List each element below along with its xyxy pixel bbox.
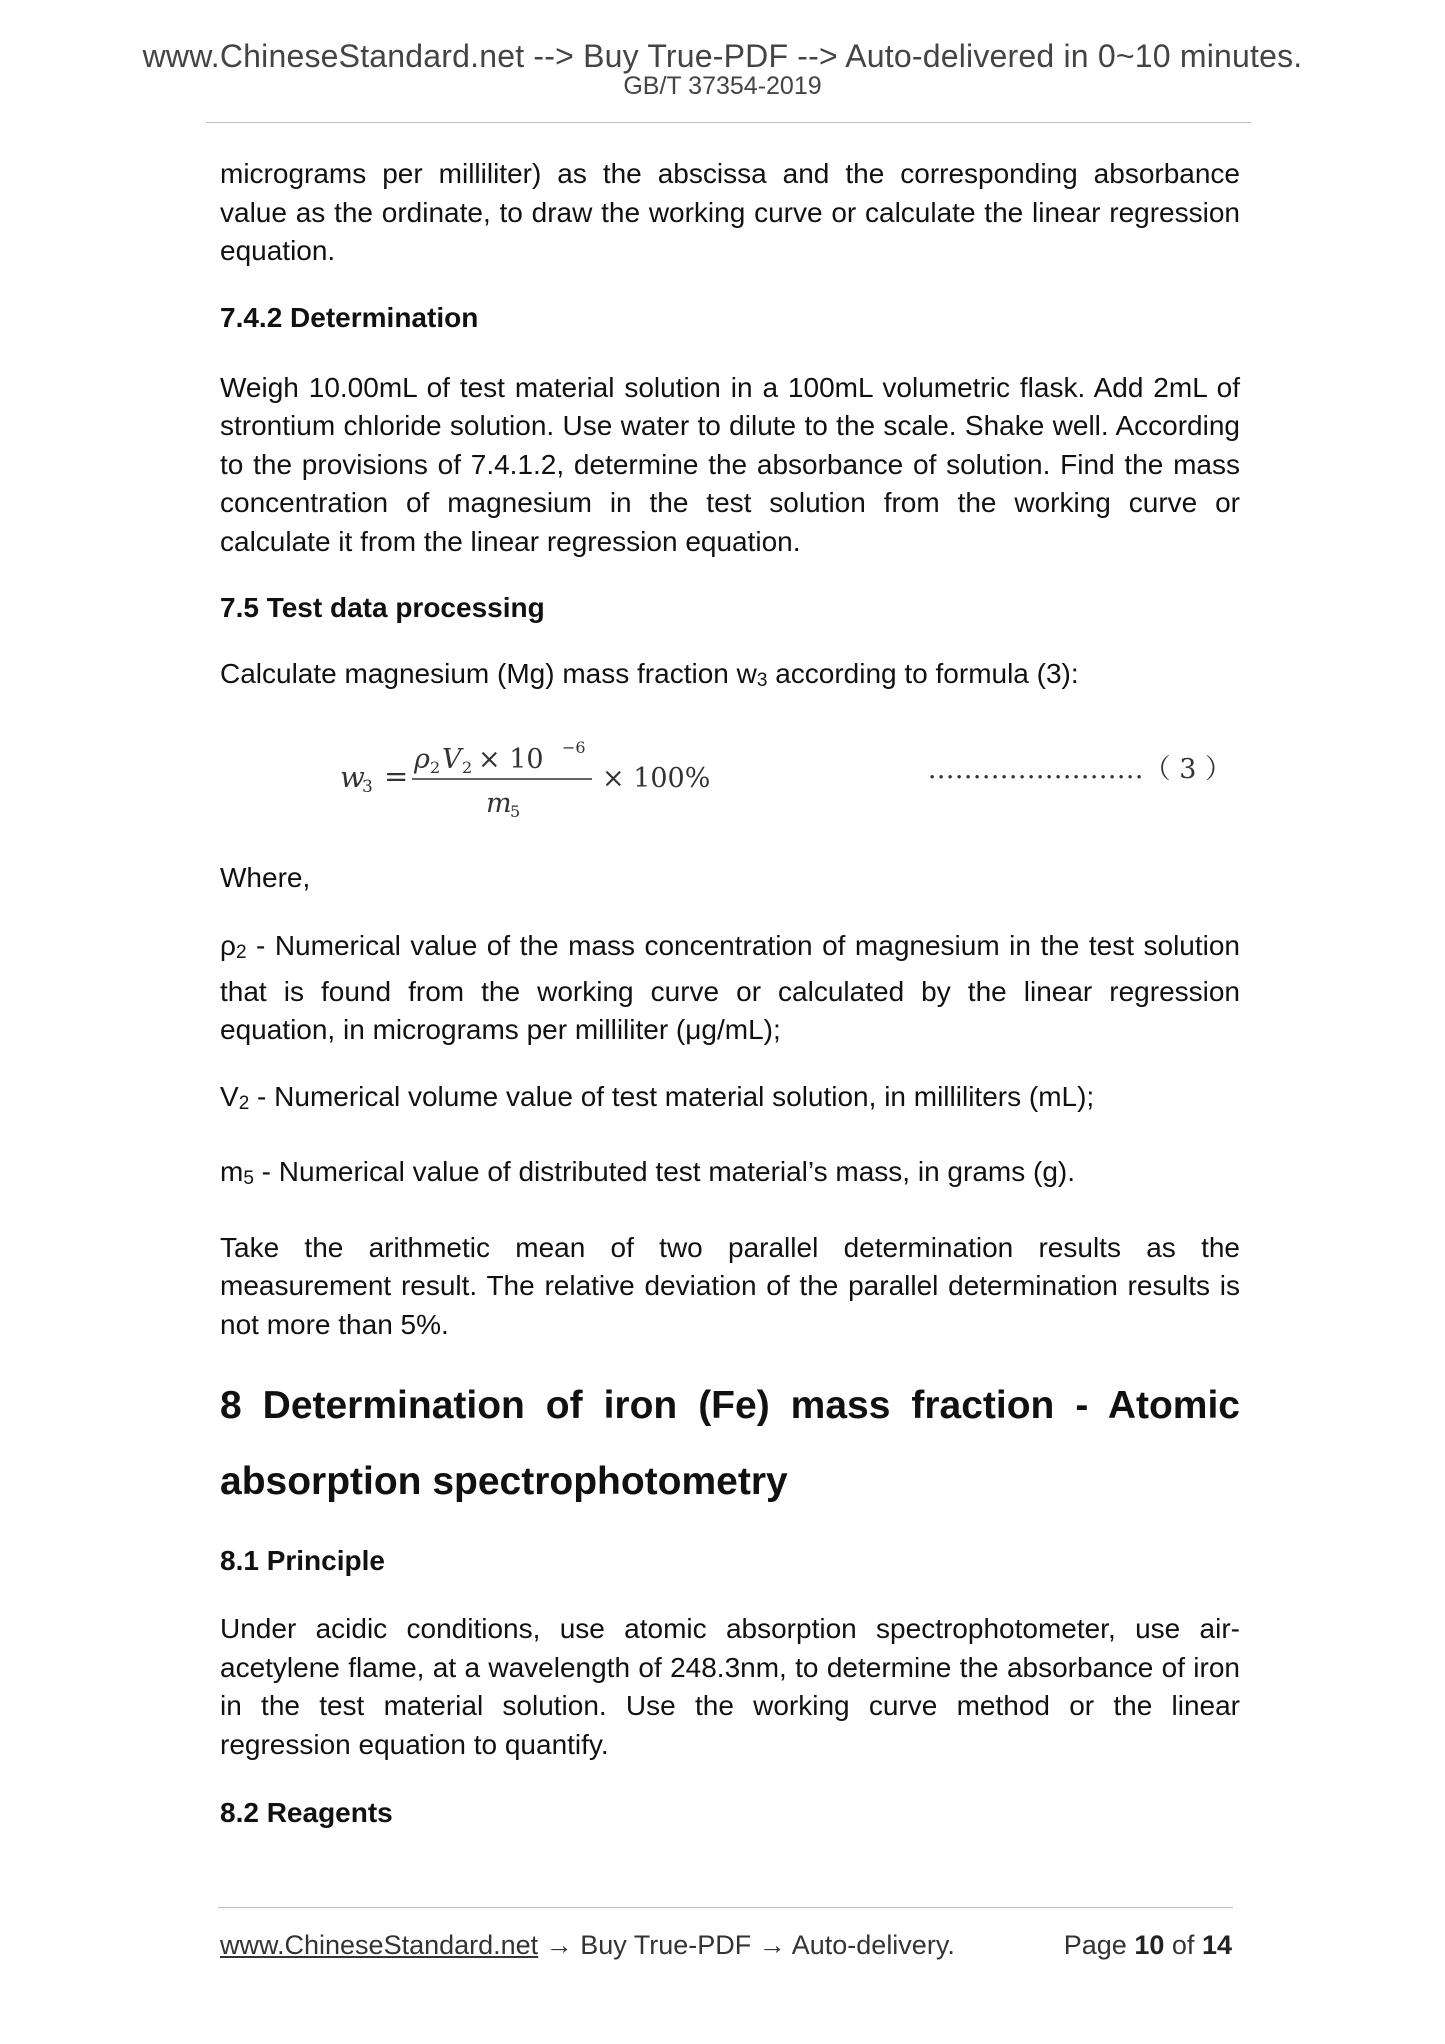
where-label: Where,: [220, 861, 311, 893]
paragraph-formula-intro: [220, 655, 1240, 701]
heading-7-5: 7.5 Test data processing: [220, 592, 545, 623]
formula-rho-sub: 2: [430, 757, 441, 777]
definition-v: [220, 1078, 1240, 1124]
footer-divider: [218, 1907, 1233, 1908]
definition-v-text: - Numerical volume value of test material solution, in milliliters (mL);: [249, 1080, 1095, 1112]
definition-rho-sub: 2: [235, 942, 247, 963]
formula-exponent: −6: [562, 737, 586, 757]
formula-m: m: [486, 787, 512, 819]
formula-intro-text: Calculate magnesium (Mg) mass fraction w: [220, 658, 757, 689]
page-word: Page: [1063, 1930, 1127, 1960]
formula-number: ……………………（ 3 ）: [927, 753, 1232, 785]
formula-times-ten: × 10: [478, 743, 544, 775]
footer-tail: → Buy True-PDF → Auto-delivery.: [538, 1930, 955, 1960]
standard-number: GB/T 37354-2019: [623, 72, 822, 100]
paragraph-mean: Take the arithmetic mean of two parallel determination results as the measurement result. The relative deviation of the parallel determination results is not more than 5%.: [220, 1231, 1240, 1340]
page-content: [220, 155, 1240, 1832]
formula-rho: ρ: [414, 743, 430, 775]
definition-rho-text: - Numerical value of the mass concentration of magnesium in the test solution that is found from the working curve or calculated by the linear regression equation, in micrograms per milliliter (μg/mL);: [220, 930, 1240, 1045]
formula-lhs-sub: 3: [362, 776, 373, 797]
of-word: of: [1171, 1930, 1195, 1960]
definition-rho-symbol: ρ: [220, 930, 236, 961]
formula-times-percent: × 100%: [602, 762, 711, 794]
page-total: 14: [1201, 1930, 1232, 1960]
definition-v-symbol: V: [220, 1080, 239, 1112]
formula-intro-tail: according to formula (3):: [767, 658, 1079, 689]
footer-link[interactable]: www.ChineseStandard.net: [220, 1930, 539, 1960]
paragraph-intro: micrograms per milliliter) as the abscissa and the corresponding absorbance value as the ordinate, to draw the working curve or calculate the linear regression equation.: [220, 158, 1240, 266]
heading-section-8: 8 Determination of iron (Fe) mass fraction - Atomic absorption spectrophotometry: [220, 1384, 1240, 1503]
paragraph-7-4-2: Weigh 10.00mL of test material solution in a 100mL volumetric flask. Add 2mL of strontium chloride solution. Use water to dilute to the scale. Shake well. According to the provisions of 7.4.1.2, determine the absorbance of solution. Find the mass concentration of magnesium in the test solution from the working curve or calculate it from the linear regression equation.: [220, 371, 1240, 557]
definition-v-sub: 2: [238, 1092, 250, 1114]
formula-m-sub: 5: [510, 801, 521, 819]
definition-m-sub: 5: [243, 1168, 254, 1189]
top-banner[interactable]: www.ChineseStandard.net --> Buy True-PDF --> Auto-delivered in 0~10 minutes.: [142, 38, 1303, 74]
formula-graphic: [340, 729, 760, 819]
page-number: 10: [1134, 1930, 1165, 1960]
page-counter: [1064, 1930, 1232, 1961]
definition-rho: [220, 927, 1240, 1050]
formula-intro-sub: 3: [756, 670, 768, 691]
formula-lhs: w: [340, 759, 365, 794]
header-divider: [206, 122, 1251, 123]
heading-8-2: 8.2 Reagents: [220, 1797, 393, 1828]
definition-m: [220, 1153, 1240, 1199]
paragraph-8-1: Under acidic conditions, use atomic absorption spectrophotometer, use air-acetylene flame, at a wavelength of 248.3nm, to determine the absorbance of iron in the test material solution. Use the working curve method or the linear regression equation to quantify.: [220, 1613, 1240, 1760]
formula-v-sub: 2: [462, 757, 473, 777]
page-footer: [220, 1930, 1232, 1961]
heading-8-1: 8.1 Principle: [220, 1545, 385, 1576]
heading-7-4-2: 7.4.2 Determination: [220, 301, 479, 333]
definition-m-symbol: m: [220, 1156, 244, 1187]
definition-m-text: - Numerical value of distributed test material’s mass, in grams (g).: [253, 1156, 1075, 1187]
formula-equals: =: [384, 758, 409, 793]
formula-3: [220, 723, 1240, 819]
formula-v: V: [442, 743, 462, 775]
